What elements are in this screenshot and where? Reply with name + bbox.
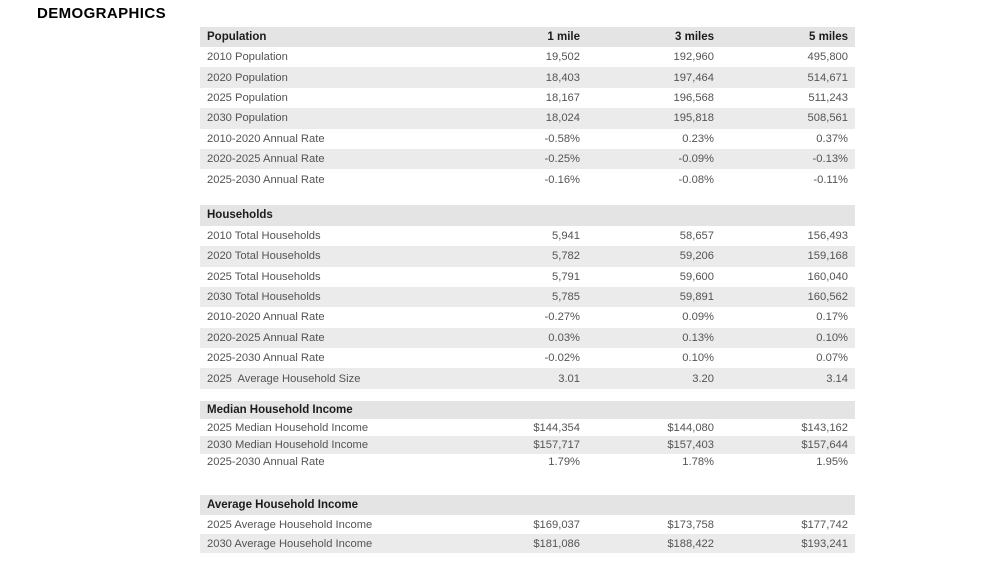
column-header: 1 mile	[547, 31, 580, 43]
row-value: 59,206	[679, 250, 714, 263]
table-row	[200, 368, 855, 388]
table-row	[200, 454, 855, 471]
row-value: 5,785	[552, 291, 580, 304]
row-value: 511,243	[808, 91, 848, 104]
column-header: 3 miles	[675, 31, 714, 43]
row-label: 2020-2025 Annual Rate	[207, 331, 325, 344]
row-value: 156,493	[807, 229, 848, 242]
row-label: 2020 Population	[207, 71, 288, 84]
row-value: 1.95%	[816, 456, 848, 469]
table-row	[200, 287, 855, 307]
row-label: 2030 Median Household Income	[207, 438, 369, 451]
section-title: Average Household Income	[207, 499, 359, 512]
row-value: -0.27%	[544, 311, 580, 324]
row-value: $173,758	[667, 518, 714, 531]
row-value: 0.13%	[682, 331, 714, 344]
row-value: 18,403	[545, 71, 580, 84]
table-row	[200, 149, 855, 169]
table-row	[200, 307, 855, 327]
row-value: $157,403	[667, 438, 714, 451]
row-value: 0.17%	[816, 311, 848, 324]
row-value: -0.02%	[544, 352, 580, 365]
table-row	[200, 129, 855, 149]
row-value: 18,024	[545, 112, 580, 125]
row-value: -0.25%	[544, 153, 580, 166]
row-value: -0.11%	[813, 173, 848, 186]
row-value: 197,464	[673, 71, 714, 84]
row-label: 2020 Total Households	[207, 250, 321, 263]
row-value: -0.58%	[544, 132, 580, 145]
row-label: 2025 Population	[207, 91, 288, 104]
row-value: 514,671	[807, 71, 848, 84]
row-value: 18,167	[545, 91, 580, 104]
row-value: 19,502	[545, 51, 580, 64]
row-value: 1.79%	[548, 456, 580, 469]
section-title: Median Household Income	[207, 403, 353, 416]
section-title: Population	[207, 31, 267, 43]
table-row	[200, 515, 855, 534]
row-label: 2030 Population	[207, 112, 288, 125]
row-label: 2010-2020 Annual Rate	[207, 311, 325, 324]
table-row	[200, 88, 855, 108]
row-value: $144,080	[667, 421, 714, 434]
row-value: $193,241	[801, 537, 848, 550]
row-label: 2010-2020 Annual Rate	[207, 132, 325, 145]
row-value: 0.23%	[682, 132, 714, 145]
row-label: 2030 Average Household Income	[207, 537, 373, 550]
row-label: 2025 Average Household Income	[207, 518, 373, 531]
row-value: 196,568	[673, 91, 714, 104]
row-value: $157,644	[801, 438, 848, 451]
table-row	[200, 267, 855, 287]
demographics-table	[200, 27, 855, 553]
row-value: 0.10%	[816, 331, 848, 344]
row-value: 495,800	[807, 51, 848, 64]
row-value: 5,941	[552, 229, 580, 242]
row-label: 2025 Median Household Income	[207, 421, 369, 434]
row-value: 0.09%	[682, 311, 714, 324]
row-value: $181,086	[533, 537, 580, 550]
row-value: 3.20	[692, 372, 714, 385]
row-label: 2025-2030 Annual Rate	[207, 456, 325, 469]
row-value: $169,037	[533, 518, 580, 531]
table-row	[200, 328, 855, 348]
row-value: 0.07%	[816, 352, 848, 365]
table-row	[200, 47, 855, 67]
table-row	[200, 108, 855, 128]
row-value: 58,657	[679, 229, 714, 242]
row-value: 192,960	[673, 51, 714, 64]
row-value: 59,891	[679, 291, 714, 304]
row-value: -0.09%	[678, 153, 714, 166]
section-header-row	[200, 401, 855, 419]
row-value: 1.78%	[682, 456, 714, 469]
row-value: 195,818	[673, 112, 714, 125]
row-label: 2010 Population	[207, 51, 288, 64]
section-header-row	[200, 205, 855, 226]
row-value: 3.01	[558, 372, 580, 385]
table-row	[200, 436, 855, 453]
table-section-0	[200, 27, 855, 190]
table-row	[200, 226, 855, 246]
row-value: 159,168	[807, 250, 848, 263]
row-label: 2030 Total Households	[207, 291, 321, 304]
page-title: DEMOGRAPHICS	[37, 5, 166, 22]
row-label: 2025-2030 Annual Rate	[207, 352, 325, 365]
row-value: -0.08%	[678, 173, 714, 186]
column-header: 5 miles	[809, 31, 848, 43]
row-value: 0.10%	[682, 352, 714, 365]
row-value: 160,040	[807, 270, 848, 283]
table-section-3	[200, 495, 855, 553]
row-label: 2025 Total Households	[207, 270, 321, 283]
row-value: $188,422	[667, 537, 714, 550]
row-value: 0.03%	[548, 331, 580, 344]
table-row	[200, 67, 855, 87]
row-value: $157,717	[533, 438, 580, 451]
row-value: 59,600	[679, 270, 714, 283]
table-row	[200, 169, 855, 189]
row-value: -0.16%	[544, 173, 580, 186]
table-section-2	[200, 401, 855, 471]
section-header-row	[200, 495, 855, 515]
row-value: -0.13%	[812, 153, 848, 166]
section-title: Households	[207, 209, 273, 222]
row-label: 2025-2030 Annual Rate	[207, 173, 325, 186]
row-value: $177,742	[801, 518, 848, 531]
table-row	[200, 534, 855, 553]
row-value: 5,782	[552, 250, 580, 263]
row-value: 5,791	[552, 270, 580, 283]
table-row	[200, 246, 855, 266]
section-header-row	[200, 27, 855, 47]
row-label: 2025 Average Household Size	[207, 372, 361, 385]
row-label: 2020-2025 Annual Rate	[207, 153, 325, 166]
row-value: $144,354	[533, 421, 580, 434]
table-section-1	[200, 205, 855, 389]
row-value: 508,561	[807, 112, 848, 125]
row-label: 2010 Total Households	[207, 229, 321, 242]
row-value: 160,562	[807, 291, 848, 304]
row-value: 0.37%	[816, 132, 848, 145]
table-row	[200, 348, 855, 368]
row-value: 3.14	[826, 372, 848, 385]
row-value: $143,162	[801, 421, 848, 434]
table-row	[200, 419, 855, 436]
